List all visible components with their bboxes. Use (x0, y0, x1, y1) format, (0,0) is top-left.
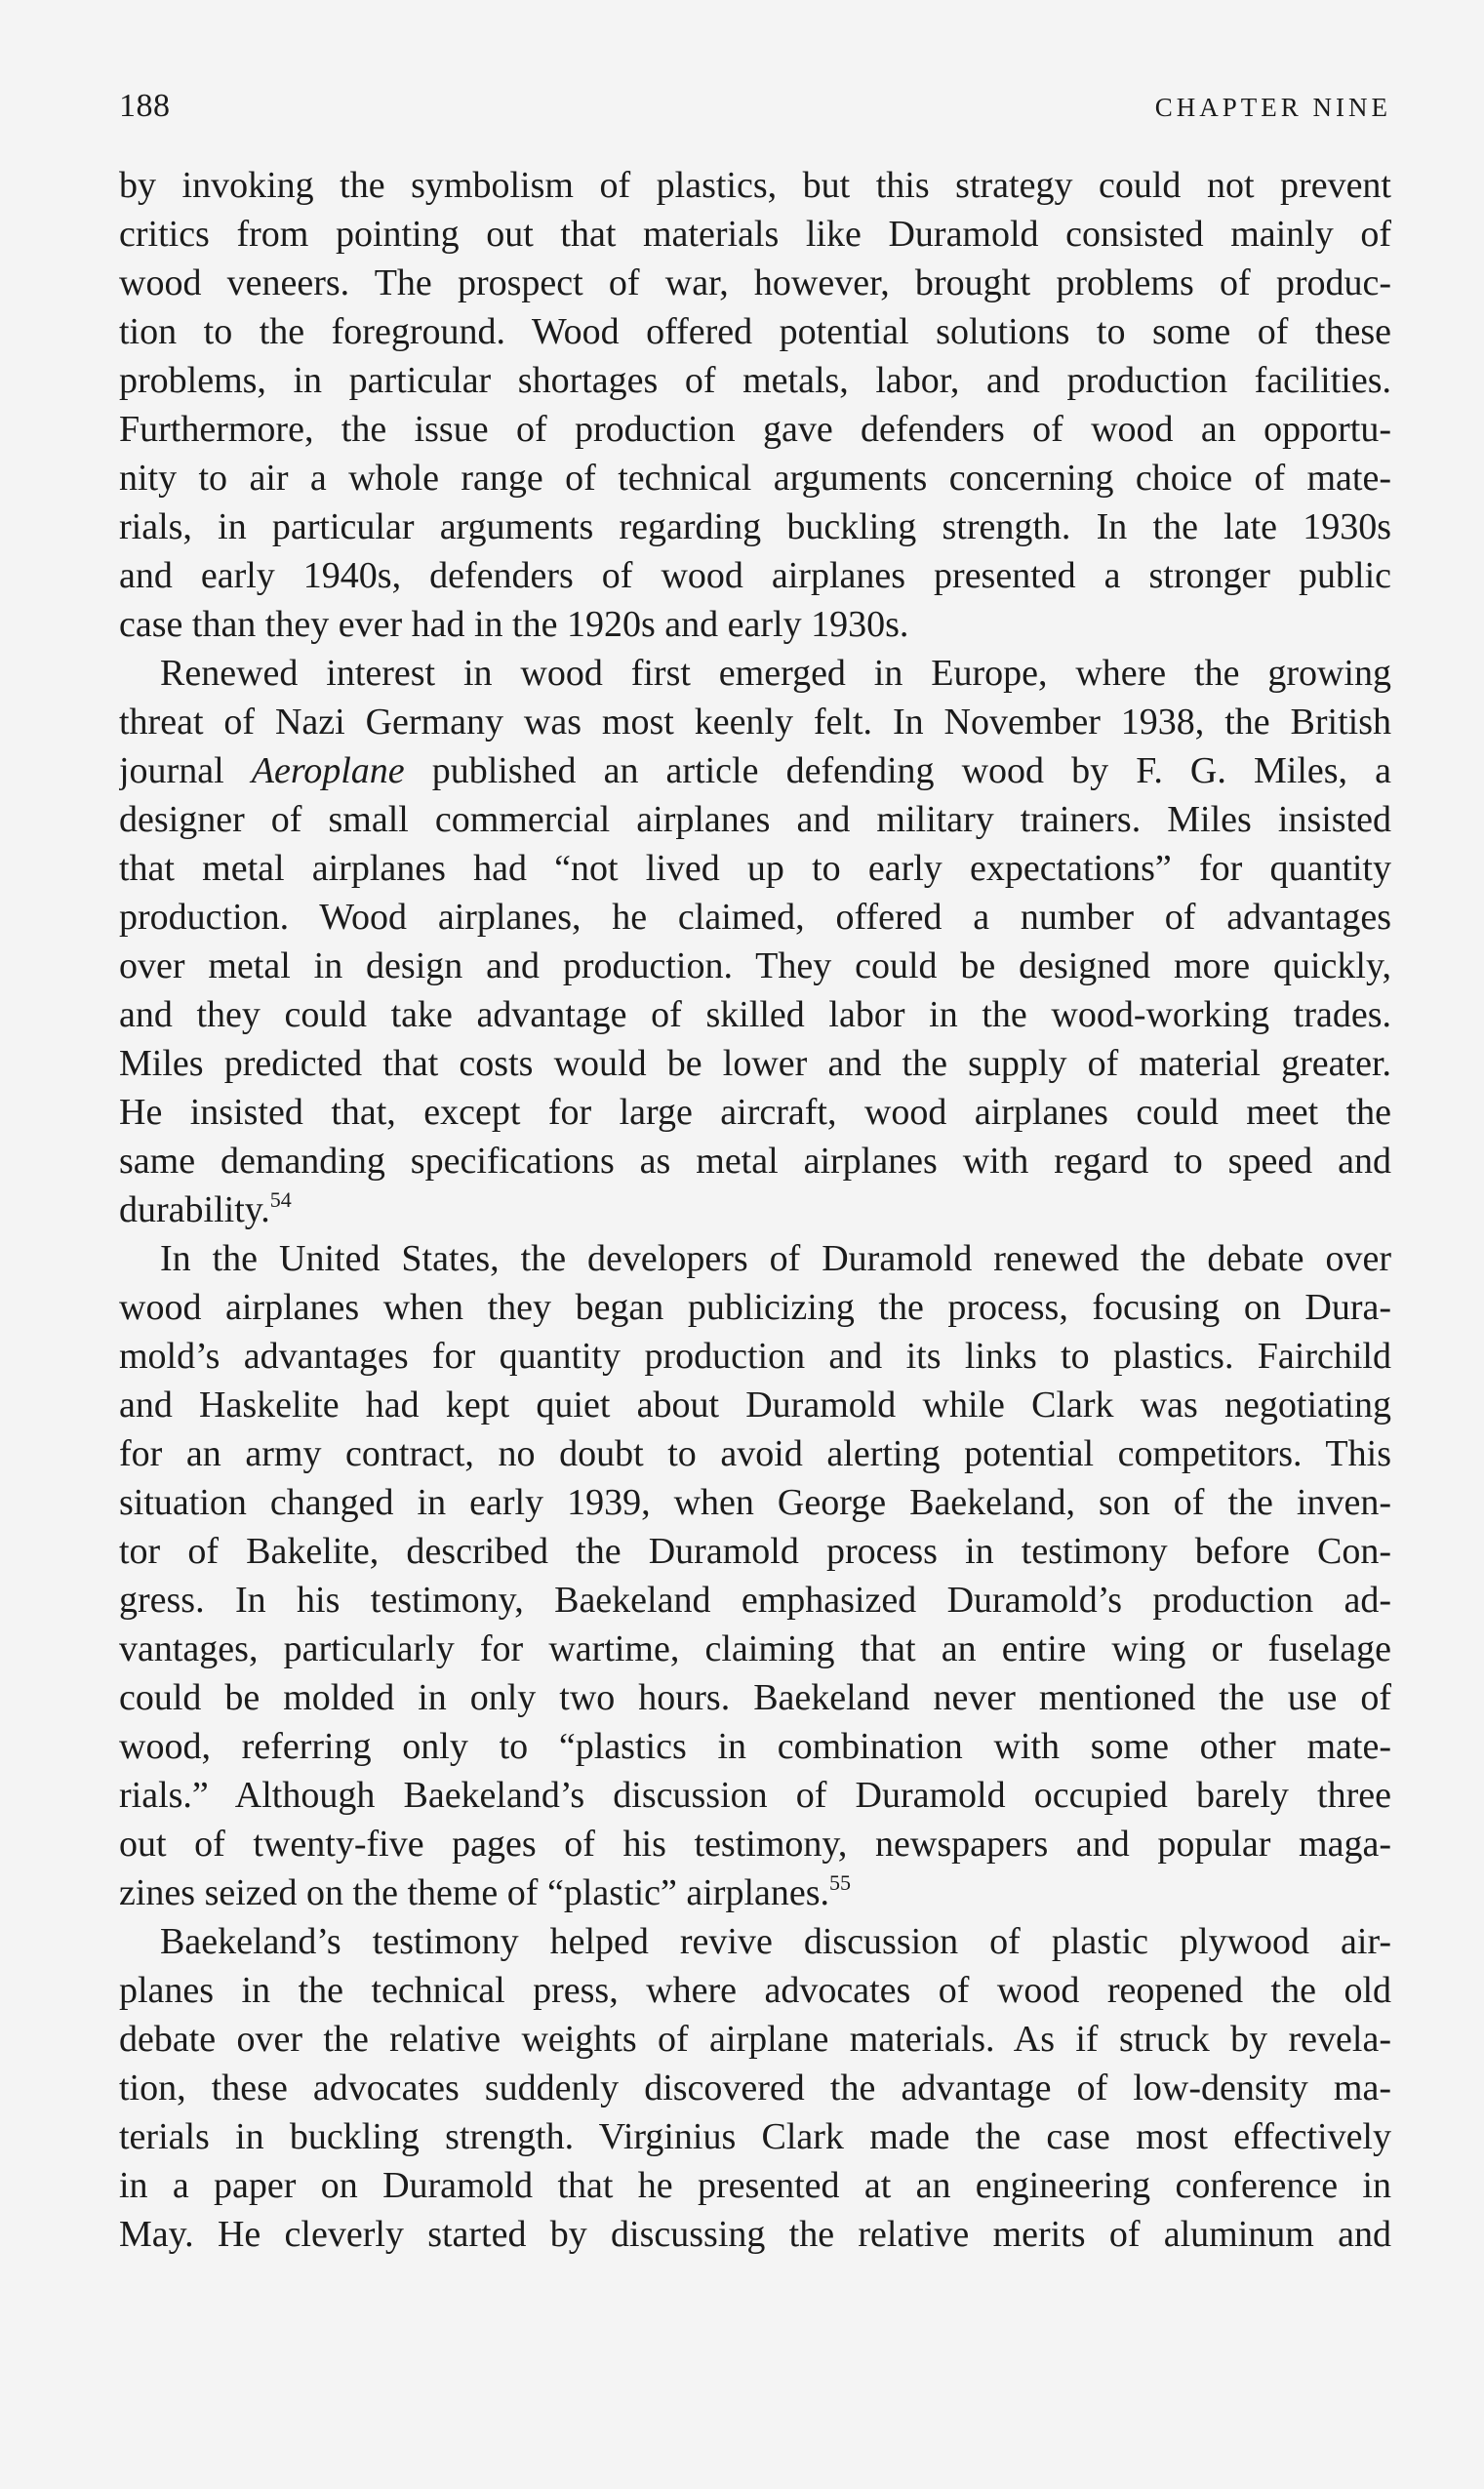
footnote-marker: 55 (829, 1870, 852, 1895)
body-text (119, 161, 1391, 2259)
text-line: gress. In his testimony, Baekeland emphasized Duramold’s production ad- (119, 1580, 1391, 1621)
text-line: wood veneers. The prospect of war, however, brought problems of produc- (119, 262, 1391, 303)
text-line: Baekeland’s testimony helped revive discussion of plastic plywood air- (160, 1921, 1391, 1962)
text-line: He insisted that, except for large aircraft, wood airplanes could meet the (119, 1092, 1391, 1133)
text-line: for an army contract, no doubt to avoid alerting potential competitors. This (119, 1433, 1391, 1474)
text-line: May. He cleverly started by discussing the relative merits of aluminum and (119, 2214, 1391, 2255)
text-line: wood airplanes when they began publicizing the process, focusing on Dura- (119, 1287, 1391, 1328)
text-line: could be molded in only two hours. Baekeland never mentioned the use of (119, 1677, 1391, 1718)
text-line: debate over the relative weights of airplane materials. As if struck by revela- (119, 2019, 1391, 2060)
text-segment: published an article defending wood by F. G. Miles, a (404, 750, 1391, 791)
text-line: case than they ever had in the 1920s and early 1930s. (119, 604, 909, 645)
text-segment: durability. (119, 1189, 270, 1230)
text-line: designer of small commercial airplanes and military trainers. Miles insisted (119, 799, 1391, 840)
text-line: planes in the technical press, where advocates of wood reopened the old (119, 1970, 1391, 2011)
text-line: wood, referring only to “plastics in combination with some other mate- (119, 1726, 1391, 1767)
text-line: tion, these advocates suddenly discovered the advantage of low-density ma- (119, 2067, 1391, 2108)
text-segment: journal (119, 750, 252, 791)
paragraph-3 (119, 1234, 1391, 1917)
text-line: terials in buckling strength. Virginius Clark made the case most effectively (119, 2116, 1391, 2157)
text-line: Renewed interest in wood first emerged in Europe, where the growing (160, 653, 1391, 694)
paragraph-1 (119, 161, 1391, 649)
footnote-marker: 54 (269, 1187, 292, 1212)
paragraph-2 (119, 649, 1391, 1234)
text-line: problems, in particular shortages of metals, labor, and production facilities. (119, 360, 1391, 401)
text-line: production. Wood airplanes, he claimed, offered a number of advantages (119, 897, 1391, 938)
paragraph-4 (119, 1917, 1391, 2259)
text-line: situation changed in early 1939, when George Baekeland, son of the inven- (119, 1482, 1391, 1523)
text-line: and Haskelite had kept quiet about Duramold while Clark was negotiating (119, 1385, 1391, 1425)
page-number: 188 (119, 88, 171, 124)
text-line: and they could take advantage of skilled labor in the wood-working trades. (119, 994, 1391, 1035)
text-line: Miles predicted that costs would be lower and the supply of material greater. (119, 1043, 1391, 1084)
text-line: vantages, particularly for wartime, claiming that an entire wing or fuselage (119, 1628, 1391, 1669)
text-line: rials, in particular arguments regarding buckling strength. In the late 1930s (119, 506, 1391, 547)
text-line: critics from pointing out that materials like Duramold consisted mainly of (119, 214, 1391, 255)
text-line: same demanding specifications as metal airplanes with regard to speed and (119, 1141, 1391, 1182)
text-line (119, 1185, 1391, 1234)
text-segment: zines seized on the theme of “plastic” airplanes. (119, 1872, 830, 1913)
chapter-title: CHAPTER NINE (1154, 93, 1391, 122)
text-line: that metal airplanes had “not lived up to early expectations” for quantity (119, 848, 1391, 889)
text-line: nity to air a whole range of technical arguments concerning choice of mate- (119, 458, 1391, 499)
text-line: Furthermore, the issue of production gave defenders of wood an opportu- (119, 409, 1391, 450)
text-line: tor of Bakelite, described the Duramold process in testimony before Con- (119, 1531, 1391, 1572)
text-line (119, 1868, 1391, 1917)
text-line: and early 1940s, defenders of wood airplanes presented a stronger public (119, 555, 1391, 596)
text-line: over metal in design and production. They could be designed more quickly, (119, 945, 1391, 986)
text-line: threat of Nazi Germany was most keenly felt. In November 1938, the British (119, 702, 1391, 743)
text-line: by invoking the symbolism of plastics, but this strategy could not prevent (119, 165, 1391, 206)
text-line-with-italic (119, 746, 1391, 795)
text-line: mold’s advantages for quantity production and its links to plastics. Fairchild (119, 1336, 1391, 1377)
running-header (119, 88, 1391, 137)
text-line: tion to the foreground. Wood offered potential solutions to some of these (119, 311, 1391, 352)
text-line: In the United States, the developers of Duramold renewed the debate over (160, 1238, 1391, 1279)
journal-title: Aeroplane (251, 750, 405, 791)
text-line: in a paper on Duramold that he presented at an engineering conference in (119, 2165, 1391, 2206)
text-line: rials.” Although Baekeland’s discussion of Duramold occupied barely three (119, 1775, 1391, 1816)
text-line: out of twenty-five pages of his testimony, newspapers and popular maga- (119, 1824, 1391, 1865)
